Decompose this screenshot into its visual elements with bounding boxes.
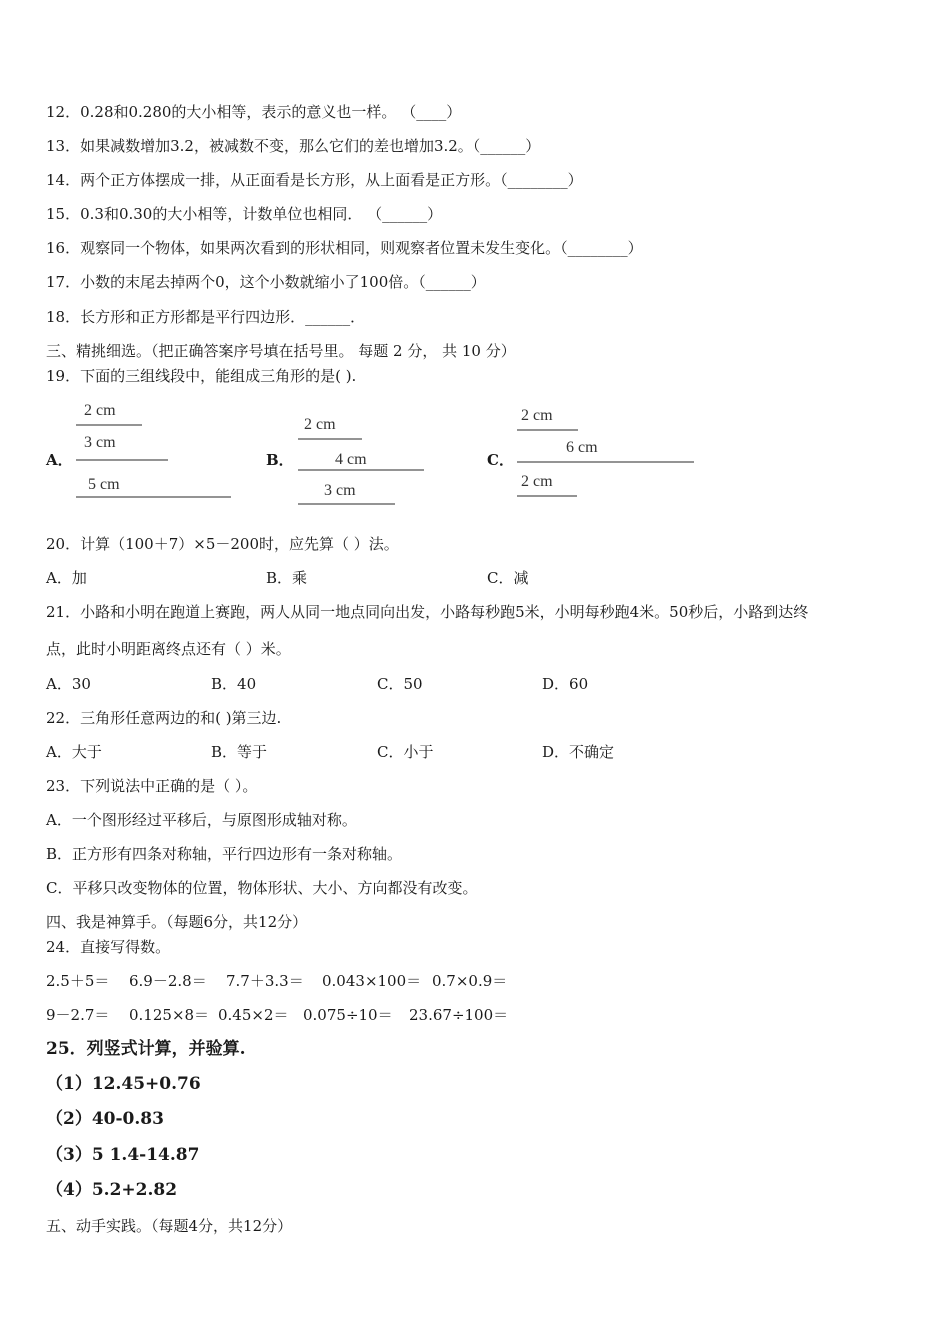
option-a-letter: A． <box>46 451 73 469</box>
question-15: 15．0.3和0.30的大小相等，计数单位也相同． （______） <box>46 205 443 223</box>
q23-option-a: A．一个图形经过平移后，与原图形成轴对称。 <box>46 811 357 829</box>
question-23-stem: 23．下列说法中正确的是（ ）。 <box>46 777 258 795</box>
question-16: 16．观察同一个物体，如果两次看到的形状相同，则观察者位置未发生变化。（________） <box>46 239 643 257</box>
question-24-stem: 24．直接写得数。 <box>46 938 171 956</box>
q20-option-a: A．加 <box>46 569 87 587</box>
calc-item: 0.45×2＝ <box>218 1006 289 1024</box>
calc-item: 9－2.7＝ <box>46 1006 110 1024</box>
q25-item-2: （2）40-0.83 <box>46 1109 164 1129</box>
question-22-stem: 22．三角形任意两边的和( )第三边. <box>46 709 282 727</box>
segment-label: 2 cm <box>84 402 116 419</box>
question-21-line-2: 点，此时小明距离终点还有（ ）米。 <box>46 640 291 658</box>
q22-option-b: B．等于 <box>211 743 268 761</box>
q21-option-b: B．40 <box>211 675 257 693</box>
calc-item: 6.9－2.8＝ <box>129 972 207 990</box>
segment-label: 6 cm <box>566 439 598 456</box>
question-19-stem: 19．下面的三组线段中，能组成三角形的是( ). <box>46 367 357 385</box>
segment-label: 5 cm <box>88 476 120 493</box>
segment-label: 2 cm <box>521 407 553 424</box>
q20-option-c: C．减 <box>487 569 529 587</box>
question-19-figures <box>0 0 950 520</box>
calc-item: 0.075÷10＝ <box>303 1006 393 1024</box>
question-21-line-1: 21．小路和小明在跑道上赛跑，两人从同一地点同向出发，小路每秒跑5米，小明每秒跑4米。50秒后，小路到达终 <box>46 603 809 621</box>
q21-option-d: D．60 <box>542 675 589 693</box>
calc-item: 0.125×8＝ <box>129 1006 210 1024</box>
segment-label: 3 cm <box>324 482 356 499</box>
option-c-letter: C． <box>487 451 514 469</box>
segment-label: 2 cm <box>304 416 336 433</box>
q25-item-1: （1）12.45+0.76 <box>46 1074 201 1094</box>
q23-option-c: C．平移只改变物体的位置，物体形状、大小、方向都没有改变。 <box>46 879 478 897</box>
question-14: 14．两个正方体摆成一排，从正面看是长方形，从上面看是正方形。（________） <box>46 171 583 189</box>
q22-option-a: A．大于 <box>46 743 102 761</box>
q22-option-d: D．不确定 <box>542 743 615 761</box>
q25-item-3: （3）5 1.4-14.87 <box>46 1145 200 1165</box>
question-20-stem: 20．计算（100＋7）×5－200时，应先算（ ）法。 <box>46 535 399 553</box>
calc-item: 23.67÷100＝ <box>409 1006 509 1024</box>
segment-label: 4 cm <box>335 451 367 468</box>
question-17: 17．小数的末尾去掉两个0，这个小数就缩小了100倍。（______） <box>46 273 486 291</box>
calc-item: 2.5＋5＝ <box>46 972 110 990</box>
section-5-heading: 五、动手实践。（每题4分，共12分） <box>46 1217 293 1235</box>
calc-item: 0.7×0.9＝ <box>432 972 508 990</box>
calc-item: 7.7＋3.3＝ <box>226 972 304 990</box>
segment-label: 3 cm <box>84 434 116 451</box>
q23-option-b: B．正方形有四条对称轴，平行四边形有一条对称轴。 <box>46 845 403 863</box>
question-25-stem: 25．列竖式计算，并验算. <box>46 1039 246 1059</box>
segment-label: 2 cm <box>521 473 553 490</box>
calc-item: 0.043×100＝ <box>322 972 422 990</box>
section-3-heading: 三、精挑细选。（把正确答案序号填在括号里。 每题 2 分， 共 10 分） <box>46 342 516 360</box>
question-12: 12．0.28和0.280的大小相等，表示的意义也一样。 （____） <box>46 103 462 121</box>
q21-option-a: A．30 <box>46 675 91 693</box>
question-13: 13．如果减数增加3.2，被减数不变，那么它们的差也增加3.2。（______） <box>46 137 541 155</box>
q22-option-c: C．小于 <box>377 743 434 761</box>
q25-item-4: （4）5.2+2.82 <box>46 1180 178 1200</box>
question-18: 18．长方形和正方形都是平行四边形．______． <box>46 308 366 326</box>
option-b-letter: B． <box>266 451 294 469</box>
section-4-heading: 四、我是神算手。（每题6分，共12分） <box>46 913 308 931</box>
q20-option-b: B．乘 <box>266 569 308 587</box>
q21-option-c: C．50 <box>377 675 423 693</box>
